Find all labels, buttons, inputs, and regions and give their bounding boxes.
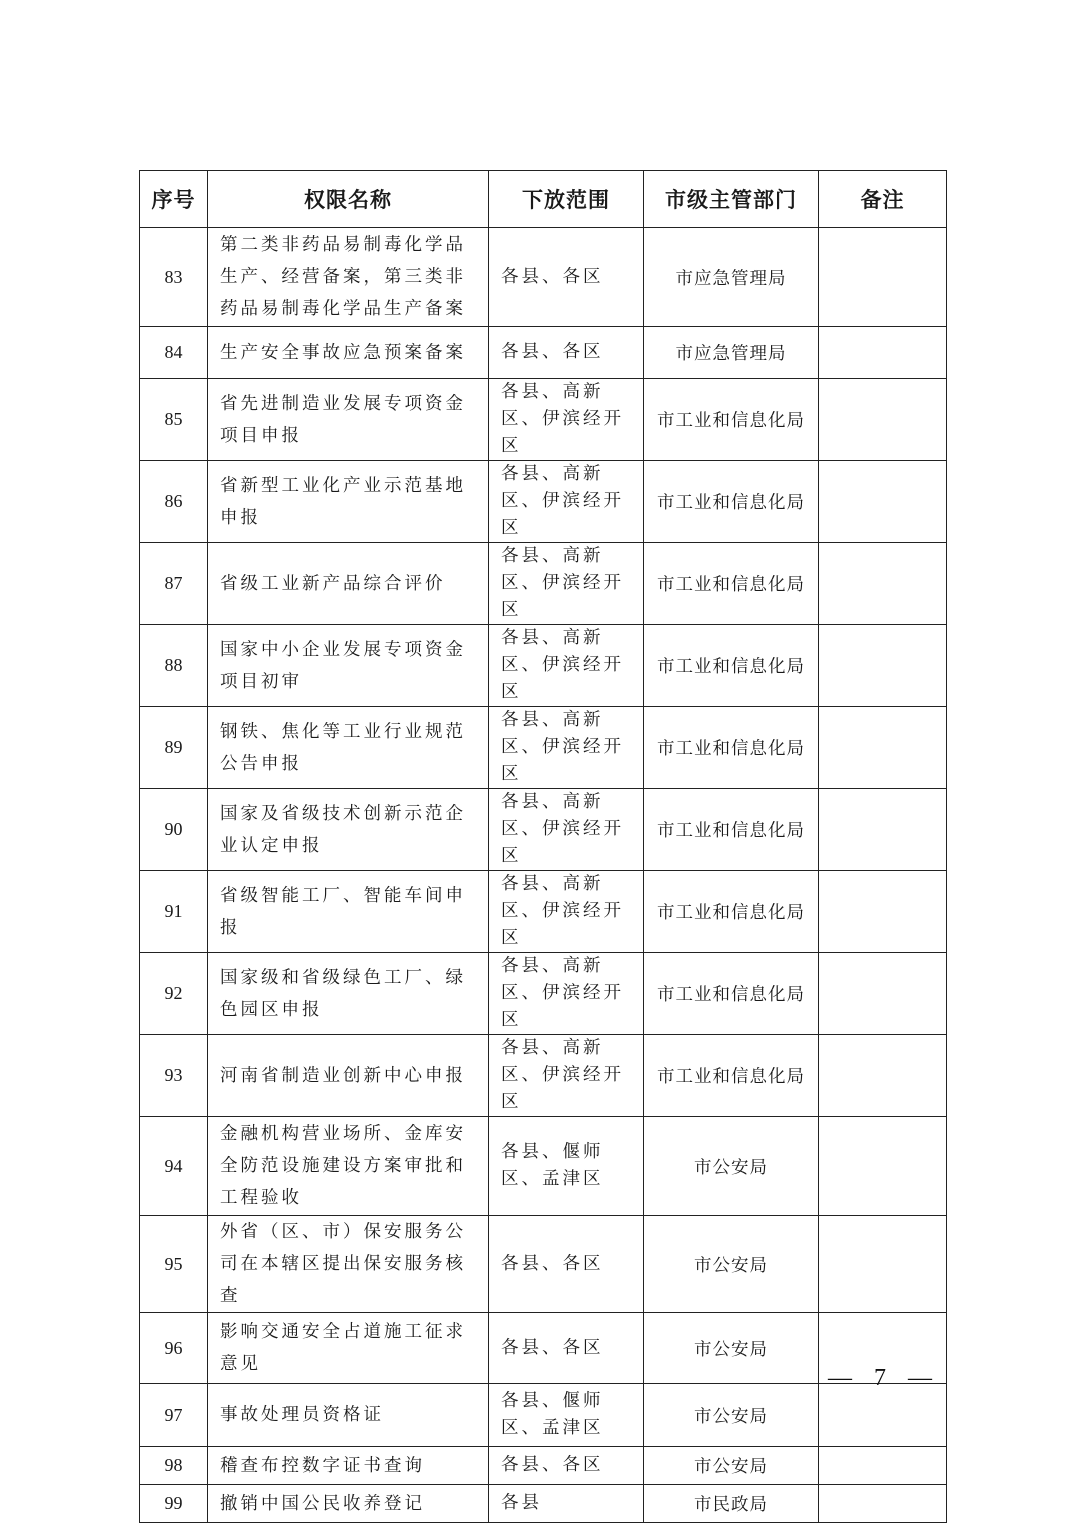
row-number-cell: 86 (140, 461, 208, 543)
table-row (140, 379, 947, 461)
department-cell: 市工业和信息化局 (644, 1035, 819, 1117)
department-cell: 市工业和信息化局 (644, 543, 819, 625)
department-cell: 市工业和信息化局 (644, 379, 819, 461)
department-cell: 市工业和信息化局 (644, 871, 819, 953)
row-number-cell: 97 (140, 1384, 208, 1447)
row-number-cell: 87 (140, 543, 208, 625)
table-row (140, 1035, 947, 1117)
delegation-scope-cell: 各县、各区 (489, 327, 644, 379)
delegation-scope-cell: 各县、偃师区、孟津区 (489, 1117, 644, 1216)
department-cell: 市工业和信息化局 (644, 707, 819, 789)
delegation-scope-cell: 各县、各区 (489, 228, 644, 327)
delegation-scope-cell: 各县、高新区、伊滨经开区 (489, 871, 644, 953)
permission-name-cell: 外省（区、市）保安服务公司在本辖区提出保安服务核查 (208, 1216, 489, 1313)
remark-cell (819, 789, 947, 871)
permission-name-cell: 生产安全事故应急预案备案 (208, 327, 489, 379)
header-name: 权限名称 (208, 171, 489, 228)
delegation-scope-cell: 各县、各区 (489, 1216, 644, 1313)
remark-cell (819, 707, 947, 789)
department-cell: 市公安局 (644, 1447, 819, 1485)
remark-cell (819, 625, 947, 707)
department-cell: 市民政局 (644, 1485, 819, 1523)
header-note: 备注 (819, 171, 947, 228)
row-number-cell: 85 (140, 379, 208, 461)
department-cell: 市工业和信息化局 (644, 461, 819, 543)
row-number-cell: 99 (140, 1485, 208, 1523)
row-number-cell: 96 (140, 1313, 208, 1384)
delegation-scope-cell: 各县、各区 (489, 1447, 644, 1485)
remark-cell (819, 871, 947, 953)
table-row (140, 1447, 947, 1485)
remark-cell (819, 461, 947, 543)
table-row (140, 871, 947, 953)
row-number-cell: 94 (140, 1117, 208, 1216)
delegation-scope-cell: 各县、偃师区、孟津区 (489, 1384, 644, 1447)
table-row (140, 327, 947, 379)
permission-name-cell: 钢铁、焦化等工业行业规范公告申报 (208, 707, 489, 789)
permission-name-cell: 省新型工业化产业示范基地申报 (208, 461, 489, 543)
remark-cell (819, 1216, 947, 1313)
remark-cell (819, 1384, 947, 1447)
header-no: 序号 (140, 171, 208, 228)
delegation-scope-cell: 各县 (489, 1485, 644, 1523)
table-row (140, 543, 947, 625)
header-row (140, 171, 947, 228)
row-number-cell: 83 (140, 228, 208, 327)
delegation-scope-cell: 各县、高新区、伊滨经开区 (489, 789, 644, 871)
permission-name-cell: 国家及省级技术创新示范企业认定申报 (208, 789, 489, 871)
delegation-scope-cell: 各县、高新区、伊滨经开区 (489, 625, 644, 707)
page-number: — 7 — (828, 1365, 940, 1391)
remark-cell (819, 379, 947, 461)
department-cell: 市应急管理局 (644, 327, 819, 379)
department-cell: 市工业和信息化局 (644, 789, 819, 871)
department-cell: 市应急管理局 (644, 228, 819, 327)
delegation-scope-cell: 各县、各区 (489, 1313, 644, 1384)
permission-name-cell: 国家级和省级绿色工厂、绿色园区申报 (208, 953, 489, 1035)
table-row (140, 1117, 947, 1216)
delegation-scope-cell: 各县、高新区、伊滨经开区 (489, 1035, 644, 1117)
remark-cell (819, 953, 947, 1035)
table-body (140, 228, 947, 1523)
permission-name-cell: 影响交通安全占道施工征求意见 (208, 1313, 489, 1384)
department-cell: 市工业和信息化局 (644, 953, 819, 1035)
permission-name-cell: 撤销中国公民收养登记 (208, 1485, 489, 1523)
permission-name-cell: 稽查布控数字证书查询 (208, 1447, 489, 1485)
table-row (140, 228, 947, 327)
permission-name-cell: 国家中小企业发展专项资金项目初审 (208, 625, 489, 707)
row-number-cell: 93 (140, 1035, 208, 1117)
table-row (140, 1313, 947, 1384)
remark-cell (819, 543, 947, 625)
permissions-table (139, 170, 947, 1523)
row-number-cell: 98 (140, 1447, 208, 1485)
permission-name-cell: 第二类非药品易制毒化学品生产、经营备案，第三类非药品易制毒化学品生产备案 (208, 228, 489, 327)
delegation-scope-cell: 各县、高新区、伊滨经开区 (489, 379, 644, 461)
table-row (140, 1384, 947, 1447)
row-number-cell: 90 (140, 789, 208, 871)
remark-cell (819, 1447, 947, 1485)
header-scope: 下放范围 (489, 171, 644, 228)
row-number-cell: 95 (140, 1216, 208, 1313)
remark-cell (819, 1485, 947, 1523)
permission-name-cell: 金融机构营业场所、金库安全防范设施建设方案审批和工程验收 (208, 1117, 489, 1216)
permission-name-cell: 省先进制造业发展专项资金项目申报 (208, 379, 489, 461)
permission-name-cell: 事故处理员资格证 (208, 1384, 489, 1447)
table-row (140, 625, 947, 707)
delegation-scope-cell: 各县、高新区、伊滨经开区 (489, 543, 644, 625)
table-row (140, 707, 947, 789)
row-number-cell: 84 (140, 327, 208, 379)
row-number-cell: 89 (140, 707, 208, 789)
remark-cell (819, 327, 947, 379)
department-cell: 市公安局 (644, 1117, 819, 1216)
department-cell: 市公安局 (644, 1216, 819, 1313)
table-row (140, 461, 947, 543)
table-row (140, 1485, 947, 1523)
row-number-cell: 88 (140, 625, 208, 707)
permission-name-cell: 河南省制造业创新中心申报 (208, 1035, 489, 1117)
row-number-cell: 91 (140, 871, 208, 953)
department-cell: 市工业和信息化局 (644, 625, 819, 707)
department-cell: 市公安局 (644, 1313, 819, 1384)
header-dept: 市级主管部门 (644, 171, 819, 228)
row-number-cell: 92 (140, 953, 208, 1035)
delegation-scope-cell: 各县、高新区、伊滨经开区 (489, 953, 644, 1035)
table-row (140, 953, 947, 1035)
delegation-scope-cell: 各县、高新区、伊滨经开区 (489, 461, 644, 543)
remark-cell (819, 228, 947, 327)
table-row (140, 789, 947, 871)
remark-cell (819, 1035, 947, 1117)
remark-cell (819, 1117, 947, 1216)
permission-name-cell: 省级工业新产品综合评价 (208, 543, 489, 625)
table-row (140, 1216, 947, 1313)
department-cell: 市公安局 (644, 1384, 819, 1447)
table-header (140, 171, 947, 228)
delegation-scope-cell: 各县、高新区、伊滨经开区 (489, 707, 644, 789)
permission-name-cell: 省级智能工厂、智能车间申报 (208, 871, 489, 953)
